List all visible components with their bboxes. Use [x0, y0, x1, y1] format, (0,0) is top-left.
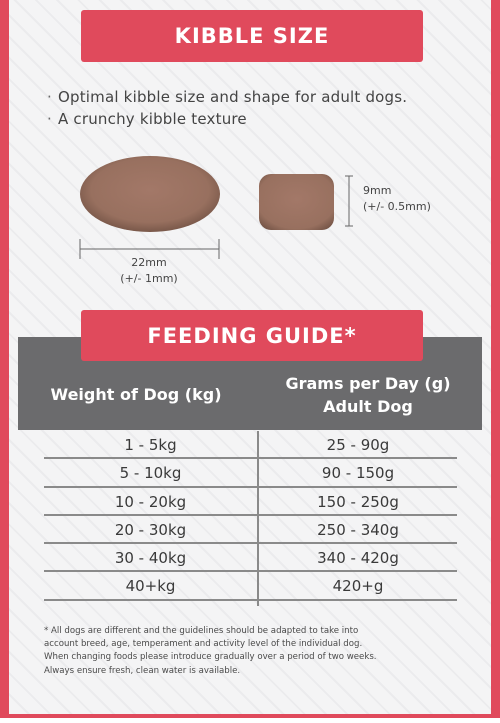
table-row	[44, 459, 457, 487]
footnote-line: * All dogs are different and the guidelines should be adapted to take into	[44, 626, 359, 636]
weight-cell: 30 - 40kg	[114, 549, 187, 568]
feeding-guide-title: FEEDING GUIDE*	[81, 310, 423, 361]
table-row	[44, 431, 457, 459]
width-tolerance: (+/- 1mm)	[120, 272, 178, 285]
table-row	[44, 516, 457, 544]
footnote	[44, 625, 464, 678]
kibble-oval-shape	[80, 156, 220, 232]
grams-column-header	[254, 372, 482, 418]
bottom-margin	[0, 718, 500, 723]
grams-cell: 250 - 340g	[317, 520, 399, 539]
weight-cell: 40+kg	[125, 577, 176, 596]
table-row	[44, 544, 457, 572]
kibble-size-title: KIBBLE SIZE	[81, 10, 423, 62]
height-value: 9mm	[363, 184, 392, 197]
footnote-line: account breed, age, temperament and activity level of the individual dog.	[44, 639, 363, 650]
height-dimension-line	[345, 176, 353, 226]
grams-cell: 25 - 90g	[326, 436, 390, 454]
kibble-square-shape	[259, 174, 334, 230]
height-tolerance: (+/- 0.5mm)	[363, 200, 431, 213]
grams-cell: 340 - 420g	[317, 549, 399, 568]
grams-header-line1: Grams per Day (g)	[285, 374, 451, 393]
column-divider	[257, 431, 259, 606]
height-label	[363, 183, 431, 215]
feeding-table-body	[44, 431, 457, 601]
bullet-text: A crunchy kibble texture	[57, 110, 247, 128]
grams-cell: 150 - 250g	[317, 492, 399, 511]
footnote-line: When changing foods please introduce gradually over a period of two weeks.	[44, 652, 377, 663]
weight-cell: 10 - 20kg	[114, 492, 187, 511]
grams-cell: 90 - 150g	[321, 464, 395, 483]
grams-cell: 420+g	[332, 577, 384, 596]
bullet-text: Optimal kibble size and shape for adult dogs.	[57, 88, 408, 106]
weight-cell: 1 - 5kg	[124, 436, 177, 454]
weight-cell: 20 - 30kg	[114, 520, 187, 539]
grams-header-line2: Adult Dog	[323, 397, 413, 416]
footnote-line: Always ensure fresh, clean water is available.	[44, 665, 241, 676]
table-row	[44, 488, 457, 516]
table-row	[44, 572, 457, 600]
width-value: 22mm	[131, 256, 167, 269]
weight-cell: 5 - 10kg	[119, 464, 182, 483]
weight-column-header: Weight of Dog (kg)	[50, 385, 222, 404]
bullet-marker: ·	[47, 88, 52, 106]
width-label	[112, 255, 186, 287]
bullet-marker: ·	[47, 110, 52, 128]
